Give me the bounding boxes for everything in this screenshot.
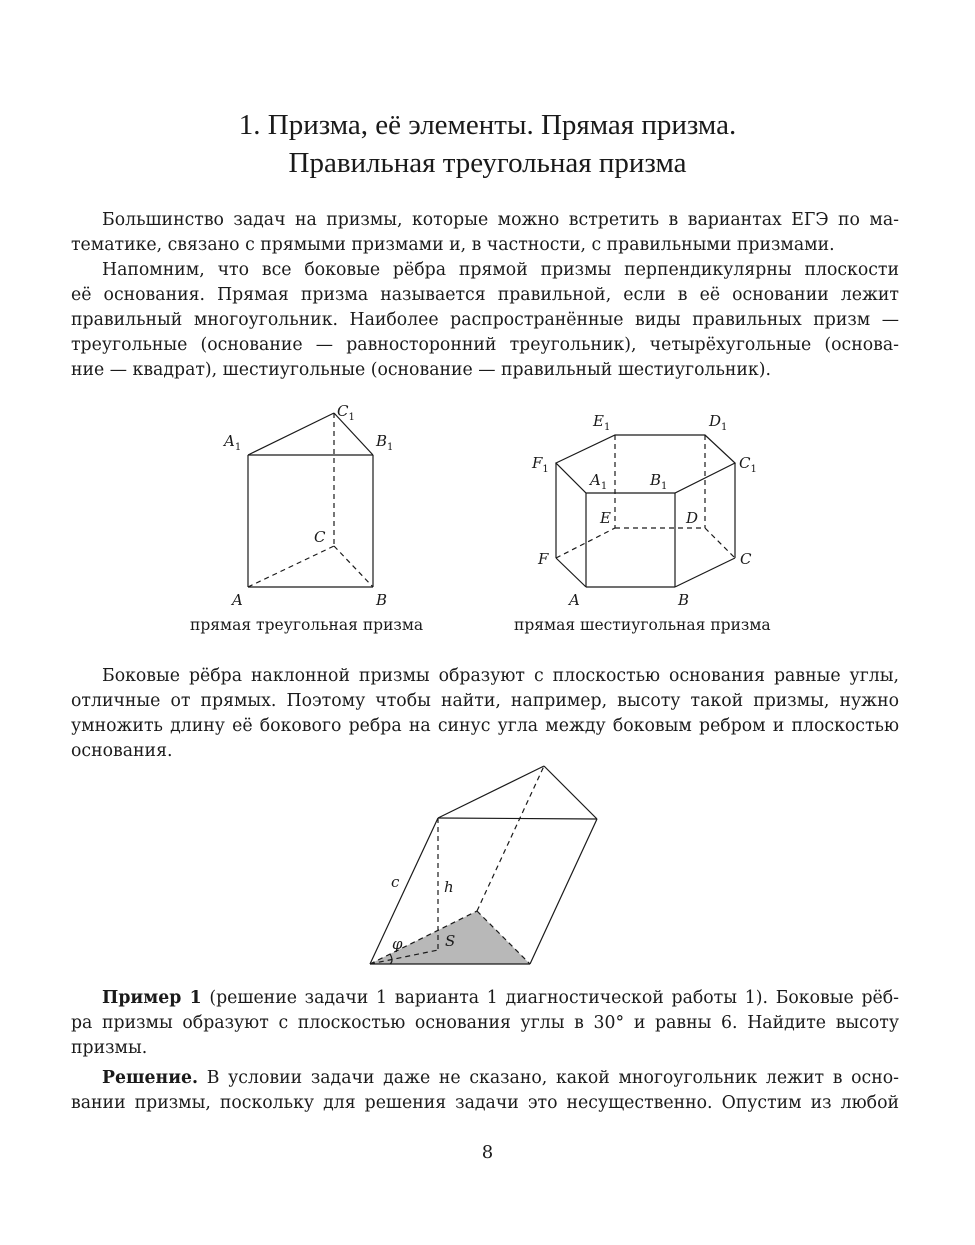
edge-lateral-right <box>530 819 597 964</box>
label-a1: $A_1$ <box>590 471 608 492</box>
edge-a1-c1 <box>248 413 334 455</box>
text-line: призмы. <box>71 1038 148 1058</box>
text-line <box>71 1066 899 1091</box>
label-s: S <box>445 932 456 950</box>
label-d1: $D_1$ <box>709 412 728 433</box>
label-h: h <box>444 878 454 896</box>
solution-label: Решение. <box>102 1068 199 1088</box>
figure-triangular-prism <box>210 398 410 618</box>
label-a1: $A_1$ <box>224 432 242 453</box>
page-number: 8 <box>481 1142 494 1163</box>
figure-hexagonal-prism <box>520 398 780 618</box>
label-c1: $C_1$ <box>337 402 355 423</box>
label-c: c <box>391 873 400 891</box>
label-a: A <box>569 591 580 609</box>
example-text: (решение задачи 1 варианта 1 диагностической работы 1). Боковые рёб- <box>201 988 899 1008</box>
section-title <box>0 106 975 182</box>
title-line-2: Правильная треугольная призма <box>288 147 687 179</box>
paragraph-oblique-prism <box>71 664 899 764</box>
text-line: Большинство задач на призмы, которые можно встретить в вариантах ЕГЭ по ма- <box>102 210 899 230</box>
example-label: Пример 1 <box>102 988 202 1008</box>
solution <box>71 1066 899 1116</box>
text-line <box>71 986 899 1011</box>
edge-d-c <box>705 528 735 558</box>
caption-hexagonal-prism: прямая шестиугольная призма <box>514 616 771 634</box>
top-hexagon <box>556 435 735 493</box>
label-b: B <box>678 591 690 609</box>
figure-oblique-prism <box>360 760 610 970</box>
text-line: Боковые рёбра наклонной призмы образуют с плоскостью основания равные углы, <box>102 666 899 686</box>
title-line-1: 1. Призма, её элементы. Прямая призма. <box>238 109 737 141</box>
label-b1: $B_1$ <box>650 471 668 492</box>
text-line: ние — квадрат), шестиугольные (основание — правильный шестиугольник). <box>71 360 771 380</box>
paragraph-intro <box>71 208 899 258</box>
text-line: умножить длину её бокового ребра на синус угла между боковым ребром и плоскостью <box>71 716 899 736</box>
paragraph-right-prism <box>71 258 899 383</box>
label-f: F <box>538 550 549 568</box>
edge-a-c <box>248 546 334 587</box>
label-b1: $B_1$ <box>376 432 394 453</box>
example-1 <box>71 986 899 1061</box>
solution-text: В условии задачи даже не сказано, какой многоугольник лежит в осно- <box>198 1068 899 1088</box>
text-line: правильный многоугольник. Наиболее распространённые виды правильных призм — <box>71 310 899 330</box>
label-e: E <box>600 509 611 527</box>
label-c: C <box>314 528 326 546</box>
label-c: C <box>740 550 752 568</box>
text-line: Напомним, что все боковые рёбра прямой призмы перпендикулярны плоскости <box>102 260 899 280</box>
text-line: вании призмы, поскольку для решения задачи это несущественно. Опустим из любой <box>71 1093 899 1113</box>
edge-top-1 <box>438 766 544 818</box>
text-line: основания. <box>71 741 173 761</box>
text-line: её основания. Прямая призма называется правильной, если в её основании лежит <box>71 285 899 305</box>
edge-lateral-hidden <box>477 766 544 911</box>
label-d: D <box>686 509 699 527</box>
caption-triangular-prism: прямая треугольная призма <box>190 616 424 634</box>
edge-f-a <box>556 558 586 587</box>
text-line: ра призмы образуют с плоскостью основания углы в 30° и равны 6. Найдите высоту <box>71 1013 899 1033</box>
label-b: B <box>376 591 388 609</box>
edge-b-c <box>675 558 735 587</box>
edge-top-2 <box>544 766 597 819</box>
label-e1: $E_1$ <box>593 412 611 433</box>
text-line: треугольные (основание — равносторонний треугольник), четырёхугольные (основа- <box>71 335 899 355</box>
edge-top-3 <box>438 818 597 819</box>
label-f1: $F_1$ <box>532 454 549 475</box>
label-a: A <box>232 591 243 609</box>
text-line: тематике, связано с прямыми призмами и, в частности, с правильными призмами. <box>71 235 835 255</box>
label-c1: $C_1$ <box>739 454 757 475</box>
text-line: отличные от прямых. Поэтому чтобы найти, например, высоту такой призмы, нужно <box>71 691 899 711</box>
label-phi: φ <box>392 935 403 953</box>
edge-c-b <box>334 546 373 587</box>
